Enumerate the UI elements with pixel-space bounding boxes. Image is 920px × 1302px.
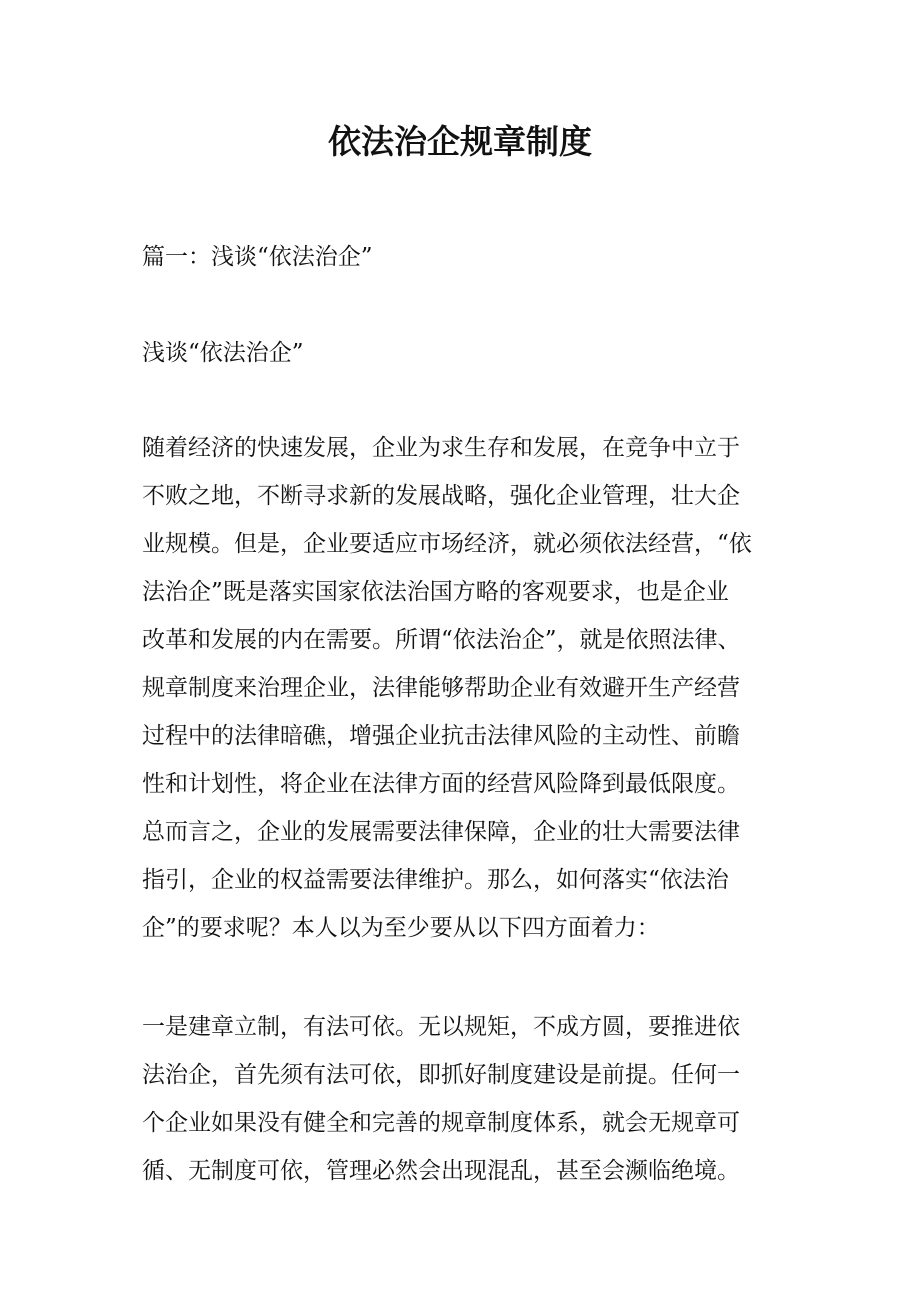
paragraph-line: 指引，企业的权益需要法律维护。那么，如何落实“依法治: [142, 867, 729, 893]
section-heading: 篇一：浅谈“依法治企”: [142, 244, 373, 270]
paragraph-line: 企”的要求呢？本人以为至少要从以下四方面着力：: [142, 915, 660, 941]
paragraph-line: 一是建章立制，有法可依。无以规矩，不成方圆，要推进依: [142, 1014, 740, 1040]
document-title: 依法治企规章制度: [328, 122, 592, 161]
paragraph-line: 总而言之，企业的发展需要法律保障，企业的壮大需要法律: [142, 819, 740, 845]
paragraph-point-one: [142, 1003, 802, 1195]
paragraph-line: 法治企”既是落实国家依法治国方略的客观要求，也是企业: [142, 579, 729, 605]
paragraph-line: 随着经济的快速发展，企业为求生存和发展，在竞争中立于: [142, 435, 740, 461]
paragraph-intro: [142, 424, 802, 952]
paragraph-line: 规章制度来治理企业，法律能够帮助企业有效避开生产经营: [142, 675, 740, 701]
paragraph-line: 个企业如果没有健全和完善的规章制度体系，就会无规章可: [142, 1110, 740, 1136]
article-title: 浅谈“依法治企”: [142, 340, 304, 366]
paragraph-line: 过程中的法律暗礁，增强企业抗击法律风险的主动性、前瞻: [142, 723, 740, 749]
paragraph-line: 不败之地，不断寻求新的发展战略，强化企业管理，壮大企: [142, 483, 740, 509]
paragraph-line: 循、无制度可依，管理必然会出现混乱，甚至会濒临绝境。: [142, 1158, 740, 1184]
paragraph-line: 改革和发展的内在需要。所谓“依法治企”，就是依照法律、: [142, 627, 741, 653]
paragraph-line: 法治企，首先须有法可依，即抓好制度建设是前提。任何一: [142, 1062, 740, 1088]
paragraph-line: 性和计划性，将企业在法律方面的经营风险降到最低限度。: [142, 771, 740, 797]
paragraph-line: 业规模。但是，企业要适应市场经济，就必须依法经营，“依: [142, 531, 752, 557]
